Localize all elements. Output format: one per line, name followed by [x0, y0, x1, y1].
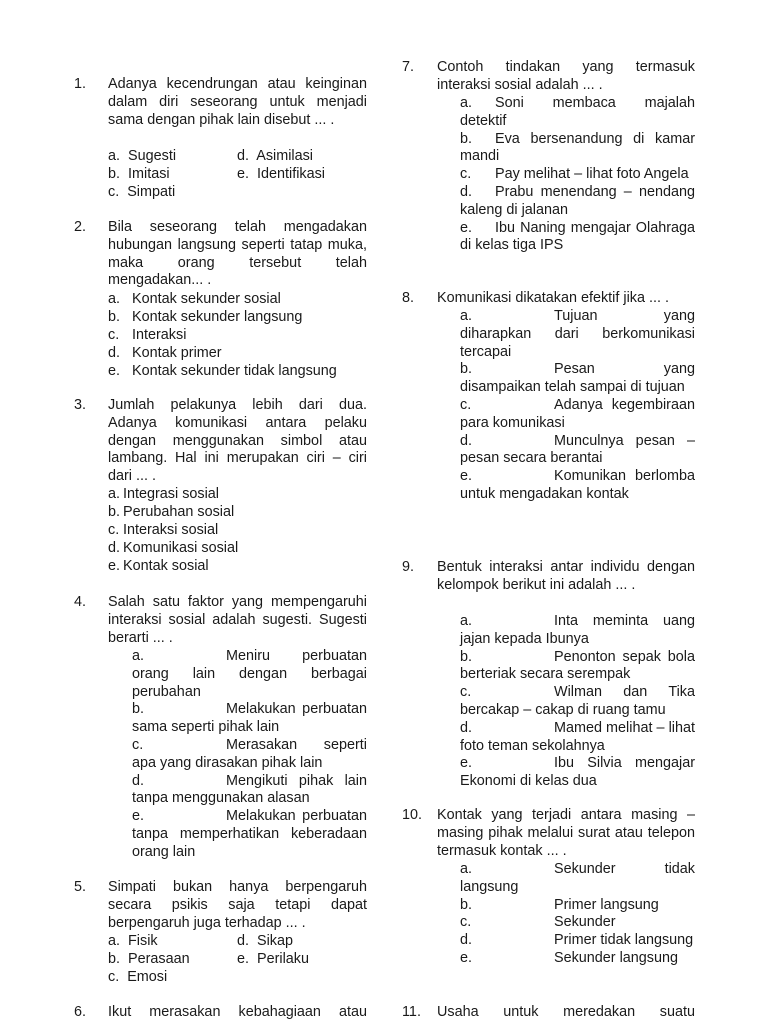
question-number: 8. [402, 290, 415, 306]
answer-option[interactable]: e. Perilaku [237, 951, 310, 967]
answer-option[interactable]: b. Perasaan [108, 951, 190, 967]
answer-option[interactable]: a. Fisik [108, 933, 158, 949]
question-stem: Contoh tindakan yang termasuk interaksi sosial adalah ... . [437, 59, 695, 93]
answer-option[interactable]: b. Kontak sekunder langsung [108, 309, 303, 325]
question-number: 3. [74, 397, 87, 413]
answer-options [132, 648, 367, 862]
answer-option[interactable]: a. Soni membaca majalah detektif [460, 95, 695, 129]
answer-option[interactable]: b. Penonton sepak bola berteriak secara serempak [460, 648, 695, 683]
answer-option[interactable]: e. Ibu Naning mengajar Olahraga di kelas tiga IPS [460, 219, 695, 254]
question-number: 4. [74, 594, 87, 610]
answer-option[interactable]: d. Primer tidak langsung [460, 932, 694, 949]
answer-option[interactable]: b. Perubahan sosial [108, 504, 235, 520]
answer-options [460, 308, 695, 504]
answer-option[interactable]: a. Sekunder tidak langsung [460, 861, 695, 895]
question-stem: Bila seseorang telah mengadakan hubungan langsung seperti tatap muka, maka orang tersebut telah mengadakan... . [108, 219, 367, 289]
question-number: 1. [74, 76, 87, 92]
answer-option[interactable]: c. Interaksi [108, 327, 187, 343]
question-number: 10. [402, 807, 423, 823]
answer-options [460, 613, 695, 791]
question-stem: Bentuk interaksi antar individu dengan kelompok berikut ini adalah ... . [437, 559, 695, 593]
answer-option[interactable]: b. Primer langsung [460, 896, 659, 913]
answer-options [108, 148, 367, 202]
question-number: 11. [402, 1004, 421, 1020]
answer-option[interactable]: b. Pesan yang disampaikan telah sampai di tujuan [460, 361, 695, 396]
answer-option[interactable]: a. Kontak sekunder sosial [108, 291, 281, 307]
answer-option[interactable]: c. Interaksi sosial [108, 522, 219, 538]
answer-option[interactable]: a. Sugesti [108, 148, 177, 164]
question-number: 9. [402, 559, 415, 575]
answer-options [108, 291, 367, 381]
question-stem: Jumlah pelakunya lebih dari dua. Adanya komunikasi antara pelaku dengan menggunakan simbol atau lambang. Hal ini merupakan ciri – ciri dari ... . [108, 397, 367, 485]
answer-options [108, 933, 367, 987]
answer-option[interactable]: c. Sekunder [460, 914, 616, 931]
answer-option[interactable]: c. Wilman dan Tika bercakap – cakap di ruang tamu [460, 684, 695, 718]
answer-option[interactable]: a. Tujuan yang diharapkan dari berkomunikasi tercapai [460, 308, 695, 360]
answer-option[interactable]: d. Mengikuti pihak lain tanpa menggunakan alasan [132, 772, 367, 807]
answer-option[interactable]: c. Adanya kegembiraan para komunikasi [460, 396, 695, 431]
answer-option[interactable]: d. Sikap [237, 933, 294, 949]
answer-option[interactable]: c. Emosi [108, 969, 168, 985]
answer-option[interactable]: e. Kontak sosial [108, 558, 209, 574]
answer-option[interactable]: d. Kontak primer [108, 345, 222, 361]
answer-options [108, 486, 367, 576]
answer-option[interactable]: c. Pay melihat – lihat foto Angela [460, 166, 689, 183]
question-stem: Salah satu faktor yang mempengaruhi interaksi sosial adalah sugesti. Sugesti berarti ... . [108, 594, 367, 646]
answer-option[interactable]: b. Imitasi [108, 166, 170, 182]
question-stem: Komunikasi dikatakan efektif jika ... . [437, 290, 669, 306]
answer-option[interactable]: a. Integrasi sosial [108, 486, 219, 502]
answer-option[interactable]: e. Kontak sekunder tidak langsung [108, 363, 337, 379]
answer-option[interactable]: e. Komunikan berlomba untuk mengadakan kontak [460, 468, 695, 502]
answer-option[interactable]: e. Melakukan perbuatan tanpa memperhatikan keberadaan orang lain [132, 808, 367, 860]
question-number: 7. [402, 59, 415, 75]
answer-option[interactable]: b. Eva bersenandung di kamar mandi [460, 130, 695, 165]
question-stem: Kontak yang terjadi antara masing – masing pihak melalui surat atau telepon termasuk kontak ... . [437, 807, 695, 859]
answer-option[interactable]: d. Mamed melihat – lihat foto teman sekolahnya [460, 719, 695, 754]
answer-option[interactable]: d. Komunikasi sosial [108, 540, 239, 556]
answer-option[interactable]: d. Munculnya pesan – pesan secara berantai [460, 432, 695, 467]
question-number: 5. [74, 879, 87, 895]
answer-option[interactable]: d. Prabu menendang – nendang kaleng di jalanan [460, 183, 695, 218]
question-number: 2. [74, 219, 87, 235]
question-stem: Adanya kecendrungan atau keinginan dalam diri seseorang untuk menjadi sama dengan pihak lain disebut ... . [108, 76, 367, 128]
question-stem: Usaha untuk meredakan suatu [437, 1004, 695, 1020]
question-stem: Simpati bukan hanya berpengaruh secara psikis saja tetapi dapat berpengaruh juga terhadap ... . [108, 879, 367, 931]
answer-option[interactable]: d. Asimilasi [237, 148, 313, 164]
answer-options [460, 861, 695, 968]
answer-option[interactable]: c. Simpati [108, 184, 176, 200]
answer-option[interactable]: e. Ibu Silvia mengajar Ekonomi di kelas dua [460, 755, 695, 790]
question-stem: Ikut merasakan kebahagiaan atau [108, 1004, 367, 1020]
answer-option[interactable]: e. Sekunder langsung [460, 949, 679, 966]
answer-options [460, 95, 695, 255]
answer-option[interactable]: c. Merasakan seperti apa yang dirasakan pihak lain [132, 736, 367, 771]
answer-option[interactable]: b. Melakukan perbuatan sama seperti pihak lain [132, 701, 367, 736]
answer-option[interactable]: a. Inta meminta uang jajan kepada Ibunya [460, 613, 695, 647]
answer-option[interactable]: a. Meniru perbuatan orang lain dengan berbagai perubahan [132, 648, 367, 700]
question-number: 6. [74, 1004, 87, 1020]
answer-option[interactable]: e. Identifikasi [237, 166, 326, 182]
